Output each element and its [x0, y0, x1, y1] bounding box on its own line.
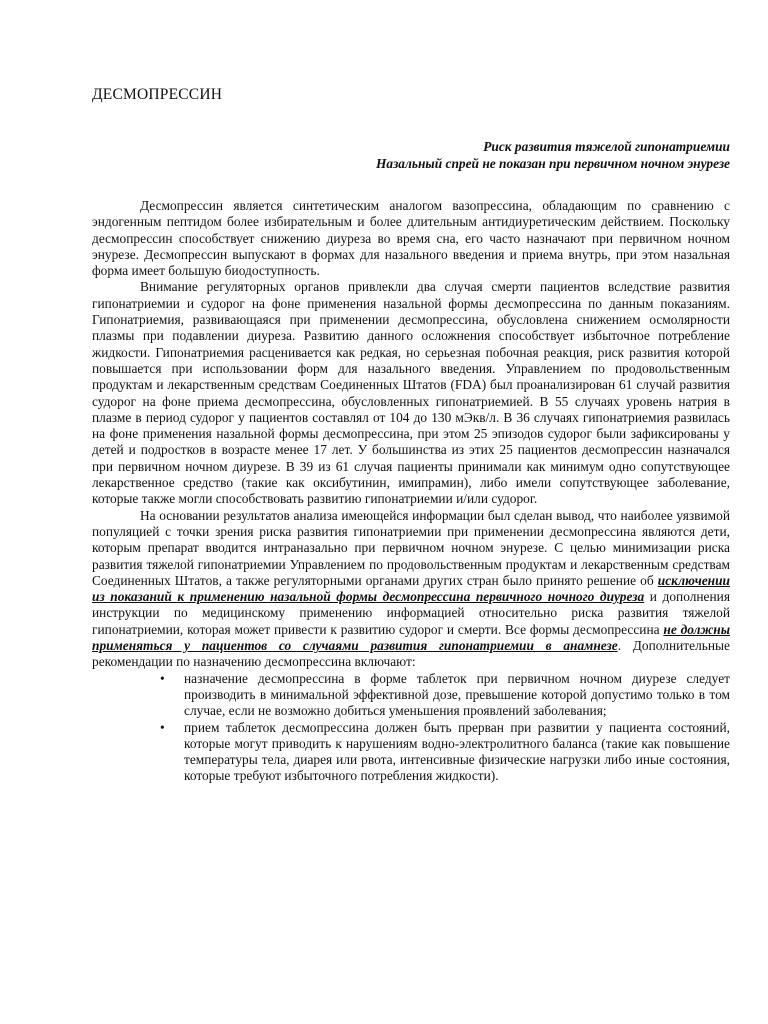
subtitle-line-2: Назальный спрей не показан при первичном ночном энурезе	[375, 156, 730, 171]
conclusion-text-part-2: и дополнения инструкции по медицинскому применению информацией относительно риска развития тяжелой гипонатриемии, которая может привести к развитию судорог и смерти. Все формы десмопрессина	[92, 589, 730, 637]
recommendations-list	[92, 671, 730, 785]
subtitle-line-1: Риск развития тяжелой гипонатриемии	[483, 139, 730, 154]
bullet-icon: •	[160, 670, 165, 686]
document-body	[92, 198, 730, 785]
paragraph-intro: Десмопрессин является синтетическим аналогом вазопрессина, обладающим по сравнению с эндогенным пептидом более избирательным и более длительным антидиуретическим действием. Поскольку десмопрессин способствует снижению диуреза во время сна, его часто назначают при первичном ночном энурезе. Десмопрессин выпускают в формах для назального введения и приема внутрь, при этом назальная форма имеет большую биодоступность.	[92, 198, 730, 279]
paragraph-conclusion	[92, 508, 730, 671]
conclusion-text-part-1: На основании результатов анализа имеющейся информации был сделан вывод, что наиболее уязвимой популяцией с точки зрения риска развития гипонатриемии при применении десмопрессина являются дети, которым препарат вводится интраназально при первичном ночном энурезе. С целью минимизации риска развития тяжелой гипонатриемии Управлением по продовольственным продуктам и лекарственным средствам Соединенных Штатов, а также регуляторными органами других стран было принято решение об	[92, 507, 730, 588]
recommendation-text: назначение десмопрессина в форме таблеток при первичном ночном диурезе следует производить в минимальной эффективной дозе, превышение которой допустимо только в том случае, если не возможно добиться уменьшения проявлений заболевания;	[184, 670, 730, 719]
recommendation-text: прием таблеток десмопрессина должен быть прерван при развитии у пациента состояний, которые могут приводить к нарушениям водно-электролитного баланса (такие как повышение температуры тела, диарея или рвота, интенсивные физические нагрузки либо иные состояния, которые требуют избыточного потребления жидкости).	[184, 719, 730, 784]
emphasis-contraindication: не должны применяться у пациентов со случаями развития гипонатриемии в анамнезе	[92, 621, 731, 654]
list-item	[92, 671, 730, 720]
conclusion-text-part-3: . Дополнительные рекомендации по назначению десмопрессина включают:	[92, 638, 730, 670]
bullet-icon: •	[160, 719, 165, 735]
emphasis-exclusion: исключении из показаний к применению назальной формы десмопрессина первичного ночного диуреза	[92, 572, 730, 605]
list-item	[92, 720, 730, 785]
document-page	[92, 86, 730, 785]
document-title: ДЕСМОПРЕССИН	[92, 86, 223, 103]
paragraph-regulatory: Внимание регуляторных органов привлекли два случая смерти пациентов вследствие развития гипонатриемии и судорог на фоне применения назальной формы десмопрессина по данным показаниям. Гипонатриемия, развивающаяся при применении десмопрессина, обусловлена снижением осмолярности плазмы при подавлении диуреза. Развитию данного осложнения способствует избыточное потребление жидкости. Гипонатриемия расценивается как редкая, но серьезная побочная реакция, риск развития которой повышается при использовании форм для назального введения. Управлением по продовольственным продуктам и лекарственным средствам Соединенных Штатов (FDA) был проанализирован 61 случай развития судорог на фоне приема десмопрессина, обусловленных гипонатриемией. В 55 случаях уровень натрия в плазме в период судорог у пациентов составлял от 104 до 130 мЭкв/л. В 36 случаях гипонатриемия развилась на фоне применения назальной формы десмопрессина, при этом 25 эпизодов судорог были зафиксированы у детей и подростков в возрасте менее 17 лет. У большинства из этих 25 пациентов десмопрессин назначался при первичном ночном диурезе. В 39 из 61 случая пациенты принимали как минимум одно сопутствующее лекарственное средство (такие как оксибутинин, имипрамин), либо имели сопутствующее заболевание, которые также могли способствовать развитию гипонатриемии и/или судорог.	[92, 279, 730, 507]
